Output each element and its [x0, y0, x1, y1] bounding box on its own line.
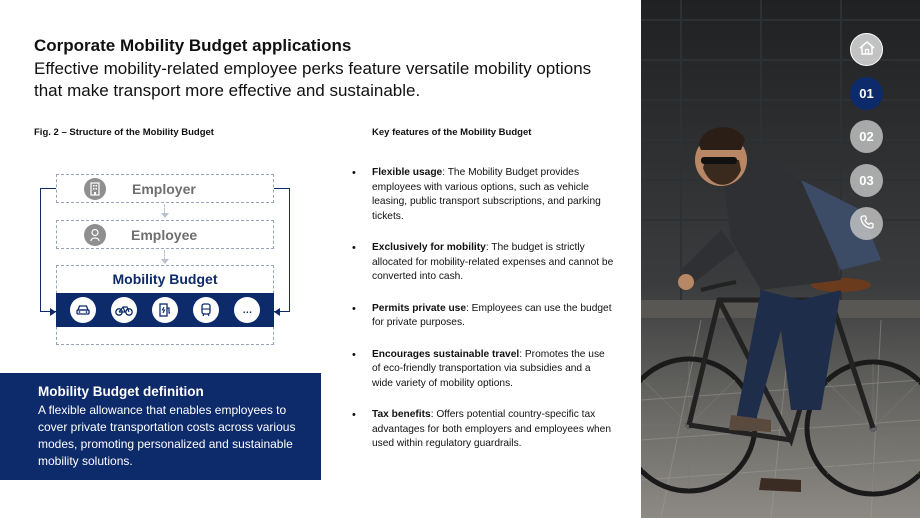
list-item	[352, 348, 614, 392]
nav-item-03[interactable]: 03	[850, 164, 883, 197]
feature-text: : The budget is strictly allocated for mobility-related expenses and cannot be converted into cash.	[372, 242, 614, 282]
person-icon	[84, 224, 106, 246]
list-item	[352, 302, 614, 331]
arrowhead-left	[274, 308, 280, 316]
building-icon	[84, 178, 106, 200]
list-item	[352, 241, 614, 285]
car-icon	[70, 297, 96, 323]
home-button[interactable]	[850, 33, 883, 66]
feature-text: : Offers potential country-specific tax advantages for both employers and employees when used within regulatory guardrails.	[372, 409, 611, 449]
features-caption: Key features of the Mobility Budget	[372, 127, 532, 138]
ev-charging-icon	[152, 297, 178, 323]
flow-loop-right	[274, 188, 290, 312]
features-list	[352, 166, 614, 469]
page-title: Corporate Mobility Budget applications	[34, 36, 352, 55]
figure-caption: Fig. 2 – Structure of the Mobility Budget	[34, 127, 214, 138]
page-subtitle: Effective mobility-related employee perks feature versatile mobility options that make transport more effective and sustainable.	[34, 59, 592, 100]
employer-label: Employer	[132, 181, 196, 197]
nav-item-01[interactable]: 01	[850, 77, 883, 110]
mobility-budget-label: Mobility Budget	[112, 271, 218, 287]
list-item	[352, 166, 614, 224]
more-icon: …	[234, 297, 260, 323]
feature-term: Permits private use	[372, 302, 466, 314]
feature-term: Encourages sustainable travel	[372, 348, 520, 360]
feature-text: : Employees can use the budget for private purposes.	[372, 302, 612, 328]
employee-box	[56, 220, 274, 249]
employer-box	[56, 174, 274, 203]
connector-arrow	[161, 259, 169, 264]
feature-text: : Promotes the use of eco-friendly transportation via subsidies and a wide variety of mobility options.	[372, 348, 605, 389]
list-item	[352, 408, 614, 452]
feature-term: Tax benefits	[372, 409, 431, 420]
bicycle-icon	[111, 297, 137, 323]
phone-icon	[859, 214, 875, 233]
definition-box	[0, 373, 321, 480]
definition-title: Mobility Budget definition	[38, 384, 204, 399]
cyclist-photo	[641, 0, 920, 518]
phone-button[interactable]	[850, 207, 883, 240]
feature-term: Flexible usage	[372, 167, 443, 178]
connector-arrow	[161, 213, 169, 218]
flow-loop-left	[40, 188, 56, 312]
home-icon	[858, 40, 876, 59]
definition-text: A flexible allowance that enables employees to cover private transportation costs across various modes, promoting personalized and sustainable mobility solutions.	[38, 403, 296, 468]
train-icon	[193, 297, 219, 323]
mobility-budget-box	[56, 265, 274, 345]
mobility-budget-diagram	[36, 168, 296, 353]
feature-term: Exclusively for mobility	[372, 242, 486, 253]
feature-text: : The Mobility Budget provides employees with various options, such as vehicle leasing, public transport subscriptions, and parking tickets.	[372, 167, 601, 222]
employee-label: Employee	[131, 227, 198, 243]
mobility-modes-band	[56, 293, 274, 327]
nav-item-02[interactable]: 02	[850, 120, 883, 153]
